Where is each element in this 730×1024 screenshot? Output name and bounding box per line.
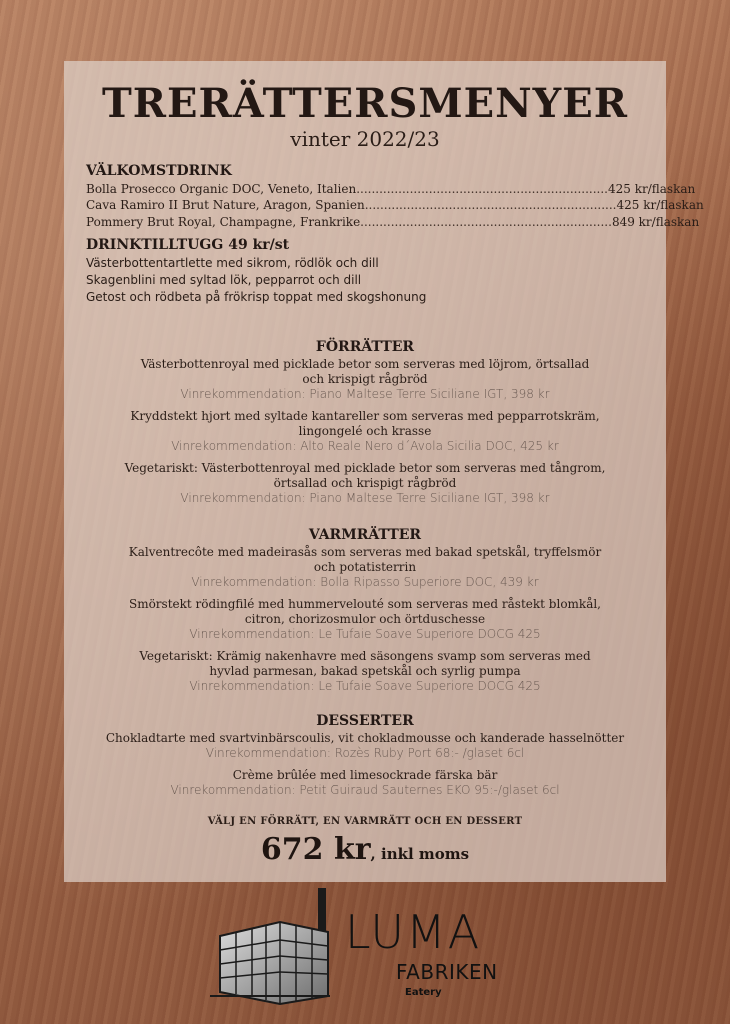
logo-eatery: Eatery bbox=[405, 987, 442, 998]
snacks-heading: DRINKTILLTUGG 49 kr/st bbox=[86, 237, 290, 253]
dish-line: hyvlad parmesan, bakad spetskål och syrlig pumpa bbox=[209, 664, 521, 678]
dish-line: och potatisterrin bbox=[313, 560, 417, 574]
dish-line: Vegetariskt: Krämig nakenhavre med säsongens svamp som serveras med bbox=[139, 649, 591, 663]
dish-line: och krispigt rågbröd bbox=[302, 372, 428, 386]
dish-line: Vegetariskt: Västerbottenroyal med picklade betor som serveras med tångrom, bbox=[124, 461, 606, 475]
welcome-item bbox=[86, 182, 696, 196]
welcome-item-name: Pommery Brut Royal, Champagne, Frankrike bbox=[86, 215, 361, 229]
wine-recommendation: Vinrekommendation: Alto Reale Nero d´Avola Sicilia DOC, 425 kr bbox=[171, 439, 559, 453]
starters-heading: FÖRRÄTTER bbox=[315, 339, 415, 355]
snack-item: Getost och rödbeta på frökrisp toppat med skogshonung bbox=[86, 290, 427, 304]
snack-item: Västerbottentartlette med sikrom, rödlök och dill bbox=[86, 256, 379, 270]
menu-price bbox=[64, 832, 666, 867]
wine-recommendation: Vinrekommendation: Le Tufaie Soave Superiore DOCG 425 bbox=[189, 627, 541, 641]
wine-recommendation: Vinrekommendation: Le Tufaie Soave Superiore DOCG 425 bbox=[189, 679, 541, 693]
dish-line: Crème brûlée med limesockrade färska bär bbox=[232, 768, 498, 782]
welcome-item-name: Cava Ramiro II Brut Nature, Aragon, Spanien bbox=[86, 198, 365, 212]
wine-recommendation: Vinrekommendation: Piano Maltese Terre Siciliane IGT, 398 kr bbox=[180, 387, 550, 401]
logo-luma: LUMA bbox=[345, 905, 482, 959]
welcome-item-price: 425 kr/flaskan bbox=[607, 182, 696, 196]
dish-line: Kalventrecôte med madeirasås som serveras med bakad spetskål, tryffelsmör bbox=[128, 545, 602, 559]
mains-section bbox=[64, 527, 666, 694]
welcome-heading: VÄLKOMSTDRINK bbox=[86, 163, 232, 179]
page-title: TRERÄTTERSMENYER bbox=[102, 80, 628, 127]
dot-leader: .................................................................. bbox=[364, 198, 617, 212]
dish-line: Chokladtarte med svartvinbärscoulis, vit chokladmousse och kanderade hasselnötter bbox=[105, 731, 625, 745]
page-subtitle: vinter 2022/23 bbox=[290, 127, 440, 151]
dish-line: Kryddstekt hjort med syltade kantareller som serveras med pepparrotskräm, bbox=[130, 409, 600, 423]
wine-recommendation: Vinrekommendation: Bolla Ripasso Superiore DOC, 439 kr bbox=[191, 575, 539, 589]
starters-section bbox=[64, 339, 666, 506]
mains-heading: VARMRÄTTER bbox=[308, 527, 422, 543]
wine-recommendation: Vinrekommendation: Piano Maltese Terre Siciliane IGT, 398 kr bbox=[180, 491, 550, 505]
wine-recommendation: Vinrekommendation: Rozès Ruby Port 68:- /glaset 6cl bbox=[205, 746, 525, 760]
welcome-item bbox=[86, 215, 700, 229]
welcome-item-name: Bolla Prosecco Organic DOC, Veneto, Italien bbox=[86, 182, 357, 196]
welcome-item-price: 425 kr/flaskan bbox=[616, 198, 704, 212]
price-suffix: , inkl moms bbox=[370, 845, 470, 863]
wine-recommendation: Vinrekommendation: Petit Guiraud Sauternes EKO 95:-/glaset 6cl bbox=[170, 783, 560, 797]
dish-line: örtsallad och krispigt rågbröd bbox=[273, 476, 457, 490]
dot-leader: .................................................................. bbox=[360, 215, 612, 229]
dish-line: Västerbottenroyal med picklade betor som serveras med löjrom, örtsallad bbox=[140, 357, 590, 371]
welcome-item bbox=[86, 198, 704, 212]
welcome-item-price: 849 kr/flaskan bbox=[611, 215, 700, 229]
dot-leader: .................................................................. bbox=[356, 182, 608, 196]
snack-item: Skagenblini med syltad lök, pepparrot och dill bbox=[86, 273, 362, 287]
dish-line: citron, chorizosmulor och örtduschesse bbox=[244, 612, 486, 626]
desserts-heading: DESSERTER bbox=[316, 713, 414, 729]
logo-fabriken: FABRIKEN bbox=[396, 960, 498, 984]
price-amount: 672 kr bbox=[260, 832, 371, 867]
dish-line: lingongelé och krasse bbox=[298, 424, 432, 438]
desserts-section bbox=[64, 713, 666, 798]
choose-instruction: VÄLJ EN FÖRRÄTT, EN VARMRÄTT OCH EN DESSERT bbox=[207, 816, 523, 827]
dish-line: Smörstekt rödingfilé med hummervelouté som serveras med råstekt blomkål, bbox=[128, 597, 601, 611]
